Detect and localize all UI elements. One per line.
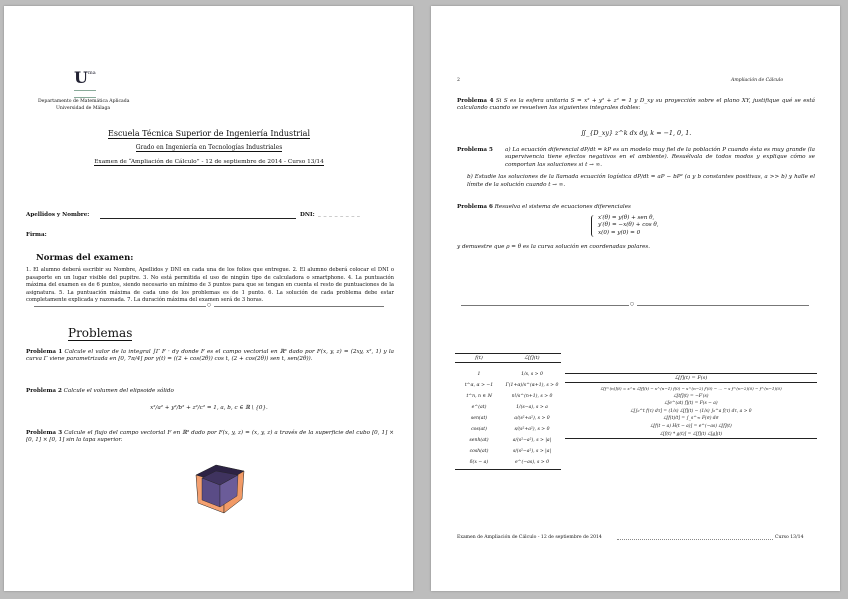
table-cell-laplace: s/(s²+a²), s > 0 xyxy=(514,426,550,432)
table-row: ℒ[f^(n)](t) = s^n ℒ[f](t) − s^(n−1) f(0) − s^(n−2) f′(0) − … − s f^(n−2)(0) − f^(n−1)(0) xyxy=(600,386,782,391)
properties-header: ℒ[f](t) = F(s) xyxy=(565,373,817,383)
table-cell-laplace: Γ(1+α)/s^(α+1), s > 0 xyxy=(505,382,559,388)
problem-3-label: Problema 3 xyxy=(26,430,63,436)
table-row: ℒ[e^(at) f](t) = F(s − a) xyxy=(664,401,718,407)
exam-page-2 xyxy=(431,6,840,591)
problem-5 xyxy=(457,147,815,189)
double-integral-formula: ∬_{D_xy} z^k dx dy, k = −1, 0, 1. xyxy=(580,129,692,137)
problem-1 xyxy=(26,349,394,364)
footer-right: Curso 13/14 xyxy=(775,535,804,540)
table-row: ℒ[tf](t) = −F′(s) xyxy=(673,393,709,399)
table-row: ℒ[f(t − a) H(t − a)] = e^(−as) ℒ[f](t) xyxy=(650,423,732,429)
table-row xyxy=(455,413,561,424)
table-header-f: f(t) xyxy=(475,355,483,361)
problem-3 xyxy=(26,430,394,445)
problem-6 xyxy=(457,204,815,211)
problem-5-part-b: b) Estudie las soluciones de la llamada ecuación logística dP/dt = aP − bP² (a y b constantes positivas, a >> b) y halle el límite de la solución cuando t → ∞. xyxy=(467,174,815,188)
problem-4 xyxy=(457,98,815,113)
problem-6-label: Problema 6 xyxy=(457,204,493,210)
ode-eq-3: x(0) = y(0) = 0 xyxy=(598,229,641,236)
table-row xyxy=(455,380,561,391)
table-row: ℒ[f(t)/t] = ∫_s^∞ F(σ) dσ xyxy=(663,416,719,422)
divider-line-right xyxy=(214,306,384,307)
university-logo: U ma xyxy=(74,70,98,88)
exam-title: Examen de “Ampliación de Cálculo” - 12 de septiembre de 2014 - Curso 13/14 xyxy=(94,159,324,165)
table-cell-f: t^n, n ∈ ℕ xyxy=(466,393,492,399)
table-cell-laplace: 1/(s−a), s > a xyxy=(516,404,548,410)
problem-2-label: Problema 2 xyxy=(26,388,62,394)
divider-mark: ○ xyxy=(206,303,211,308)
problem-2 xyxy=(26,388,394,395)
table-cell-laplace: a/(s²−a²), s > |a| xyxy=(512,437,552,443)
department-name: Departamento de Matemática Aplicada xyxy=(38,99,130,104)
exam-page-1 xyxy=(4,6,413,591)
problem-5-label: Problema 5 xyxy=(457,147,493,153)
problem-6-text: Resuelva el sistema de ecuaciones diferenciales xyxy=(494,204,631,210)
table-cell-f: 1 xyxy=(477,371,481,377)
table-cell-f: e^(at) xyxy=(471,404,487,410)
table-cell-f: sen(at) xyxy=(470,415,488,421)
page-number: 2 xyxy=(457,78,460,83)
problem-3-text: Calcule el flujo del campo vectorial F en ℝ³ dado por F(x, y, z) = (x, y, z) a través de la superficie del cubo [0, 1] × [0, 1] × [0, 1] sin la tapa superior. xyxy=(26,430,394,444)
table-row xyxy=(455,402,561,413)
problem-4-label: Problema 4 xyxy=(457,98,494,104)
school-title: Escuela Técnica Superior de Ingeniería Industrial xyxy=(108,129,310,138)
name-label: Apellidos y Nombre: xyxy=(26,212,90,218)
ode-eq-1: x′(θ) = y(θ) + sen θ, xyxy=(598,215,655,221)
rules-title: Normas del examen: xyxy=(36,253,134,263)
open-cube-figure xyxy=(192,461,248,517)
dni-blanks[interactable]: _ _ _ _ _ _ _ _ xyxy=(318,211,361,217)
laplace-properties-rows xyxy=(565,383,817,439)
problem-1-text: Calcule el valor de la integral ∫Γ F · dγ donde F es el campo vectorial en ℝ³ dado por F(x, y, z) = (2xy, x², 1) y la curva Γ viene parametrizada en [0, 7π/4] por γ(t) = ((2 + cos(2θ)) cos t, (2 + cos(2θ)) sen t, sen(2θ)). xyxy=(26,349,394,363)
problem-1-label: Problema 1 xyxy=(26,349,63,355)
ode-eq-2: y′(θ) = −x(θ) + cos θ, xyxy=(598,222,659,229)
table-row: ℒ[∫₀^t f(τ) dτ] = (1/s) ℒ[f](t) − (1/s) ∫₀^a f(τ) dτ, a > 0 xyxy=(630,408,752,414)
problem-4-text: Si S es la esfera unitaria S = x² + y² + z² = 1 y D_xy su proyección sobre el plano XY, justifique qué se está calculando cuando se resuelven las siguientes integrales dobles: xyxy=(457,98,815,112)
laplace-basic-rows xyxy=(455,363,561,470)
table-cell-laplace: 1/s, s > 0 xyxy=(521,371,543,377)
table-row xyxy=(455,391,561,402)
university-name: Universidad de Málaga xyxy=(56,106,111,111)
problem-2-text: Calcule el volumen del elipsoide sólido xyxy=(63,388,174,394)
table-cell-laplace: a/(s²+a²), s > 0 xyxy=(514,415,550,421)
divider-line-left xyxy=(34,306,206,307)
table-row: ℒ[f(t) * g(t)] = ℒ[f](t) ℒ[g](t) xyxy=(659,431,723,437)
footer-left: Examen de Ampliación de Cálculo - 12 de septiembre de 2014 xyxy=(457,535,602,540)
table-cell-laplace: n!/s^(n+1), s > 0 xyxy=(511,393,553,399)
ode-system xyxy=(591,215,659,237)
table-cell-f: t^α, α > −1 xyxy=(464,382,494,388)
divider-mark: ○ xyxy=(629,302,634,307)
table-cell-f: cos(at) xyxy=(471,426,487,432)
table-header-laplace: ℒ[f](t) xyxy=(524,355,540,361)
name-line[interactable] xyxy=(100,218,296,219)
divider-line-right xyxy=(637,305,809,306)
table-row xyxy=(455,435,561,446)
dni-label: DNI: xyxy=(300,212,315,218)
degree-title: Grado en Ingeniería en Tecnologías Industriales xyxy=(135,144,283,151)
running-header: Ampliación de Cálculo xyxy=(731,78,784,83)
problem-6-conclusion: y demuestre que ρ = θ es la curva solución en coordenadas polares. xyxy=(457,244,651,250)
table-cell-laplace: e^(−as), s > 0 xyxy=(514,459,550,465)
table-row xyxy=(455,424,561,435)
ellipsoid-formula: x²/a² + y²/b² + z²/c² = 1, a, b, c ∈ ℝ \ {0}. xyxy=(150,405,268,411)
table-cell-laplace: s/(s²−a²), s > |a| xyxy=(513,448,551,454)
table-cell-f: cosh(at) xyxy=(469,448,489,454)
divider-line-left xyxy=(461,305,629,306)
problem-5-part-a: a) La ecuación diferencial dP/dt = kP es un modelo muy fiel de la población P cuando ésta es muy grande (la supervivencia tiene efectos negativos en el ambiente). Resuélvala de todos modos y explique cómo se comportan las soluciones si t → ∞. xyxy=(505,147,815,168)
problems-title: Problemas xyxy=(68,326,133,340)
laplace-properties-table xyxy=(565,373,817,439)
table-row xyxy=(455,446,561,457)
table-cell-f: δ(x − a) xyxy=(469,459,489,465)
table-cell-f: senh(at) xyxy=(469,437,489,443)
signature-label: Firma: xyxy=(26,232,47,238)
table-row xyxy=(455,457,561,468)
footer-dots xyxy=(617,539,773,540)
table-row xyxy=(455,369,561,380)
laplace-basic-table xyxy=(455,353,561,470)
rules-text: 1. El alumno deberá escribir su Nombre, Apellidos y DNI en cada una de los folios que entregue. 2. El alumno deberá colocar el DNI o pasaporte en un lugar visible del pupitre. 3. No está permitida el uso de ningún tipo de calculadora o smartphone. 4. La puntuación máxima del examen es de 6 puntos, siendo necesario un mínimo de 3 puntos para que se tengan en cuenta el resto de puntuaciones de la asignatura. 5. La puntuación máxima de cada uno de los problemas es de 1 punto. 6. La solución de cada problema debe estar completamente explicada y razonada. 7. La duración máxima del examen será de 3 horas. xyxy=(26,267,394,304)
